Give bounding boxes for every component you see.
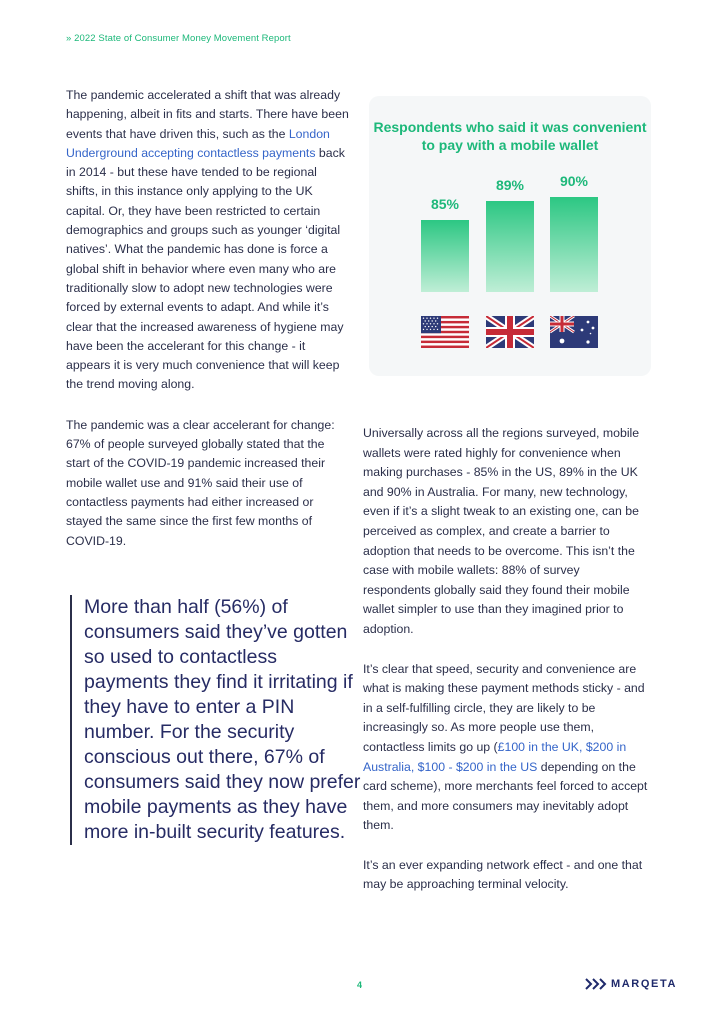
page-number: 4: [357, 980, 363, 990]
logo-text: MARQETA: [611, 978, 677, 990]
chart-title: Respondents who said it was convenient to pay with a mobile wallet: [373, 119, 647, 153]
right-paragraph-3: It’s an ever expanding network effect - and one that may be approaching terminal velocity.: [363, 857, 643, 892]
bar-value-label-uk: 89%: [495, 177, 525, 194]
report-header: » 2022 State of Consumer Money Movement Report: [66, 33, 291, 44]
bar-uk: [486, 201, 534, 292]
marqeta-logo: [585, 978, 677, 990]
london-underground-link[interactable]: London Underground accepting contactless payments: [66, 126, 330, 160]
contactless-limits-link[interactable]: £100 in the UK, $200 in Australia, $100 - $200 in the US: [363, 739, 627, 774]
left-paragraph-2: The pandemic was a clear accelerant for change: 67% of people surveyed globally stated that the start of the COVID-19 pandemic increased their mobile wallet use and 91% said their use of contactless payments had either increased or stayed the same since the first few months of COVID-19.: [66, 417, 335, 548]
bar-value-label-australia: 90%: [559, 172, 589, 189]
pull-quote: More than half (56%) of consumers said they’ve gotten so used to contactless payments they find it irritating if they have to enter a PIN number. For the security conscious out there, 67% of consumers said they now prefer mobile payments as they have more in-built security features.: [70, 595, 366, 845]
left-paragraph-1: The pandemic accelerated a shift that was already happening, albeit in fits and starts. There have been events that have driven this, such as the London Underground accepting contactless payments back in 2014 - but these have tended to be regional shifts, in this instance only applying to the UK capital. Or, they have been restricted to certain demographics and groups such as younger ‘digital natives’. What the pandemic has done is force a global shift in behavior where even many who are traditionally slow to adopt new technologies were forced by external events to adapt. And while it’s clear that the increased awareness of hygiene may have been the accelerant for this change - it appears it is very much convenience that will keep the trend moving along.: [66, 88, 349, 392]
bar-us: [421, 220, 469, 292]
us-flag-icon: [421, 316, 469, 348]
bar-australia: [550, 197, 598, 292]
left-column: [66, 86, 351, 572]
marqeta-chevrons-icon: [585, 978, 607, 990]
uk-flag-icon: [486, 316, 534, 348]
australia-flag-icon: [550, 316, 598, 348]
convenience-chart: [369, 96, 651, 376]
right-column: [363, 424, 649, 915]
right-paragraph-1: Universally across all the regions surveyed, mobile wallets were rated highly for convenience when making purchases - 85% in the US, 89% in the UK and 90% in Australia. For many, new technology, even if it’s a slight tweak to an existing one, can be perceived as complex, and create a barrier to adoption that needs to be overcome. This isn’t the case with mobile wallets: 88% of survey respondents globally said they found their mobile wallet simpler to use than they imagined prior to adoption.: [363, 426, 640, 636]
right-paragraph-2: It’s clear that speed, security and convenience are what is making these payment methods sticky - and in a self-fulfilling circle, they are likely to be increasingly so. As more people use them, contactless limits go up (£100 in the UK, $200 in Australia, $100 - $200 in the US depending on the card scheme), more merchants feel forced to accept them, and more consumers may inevitably adopt them.: [363, 661, 648, 833]
bar-value-label-us: 85%: [430, 196, 460, 213]
